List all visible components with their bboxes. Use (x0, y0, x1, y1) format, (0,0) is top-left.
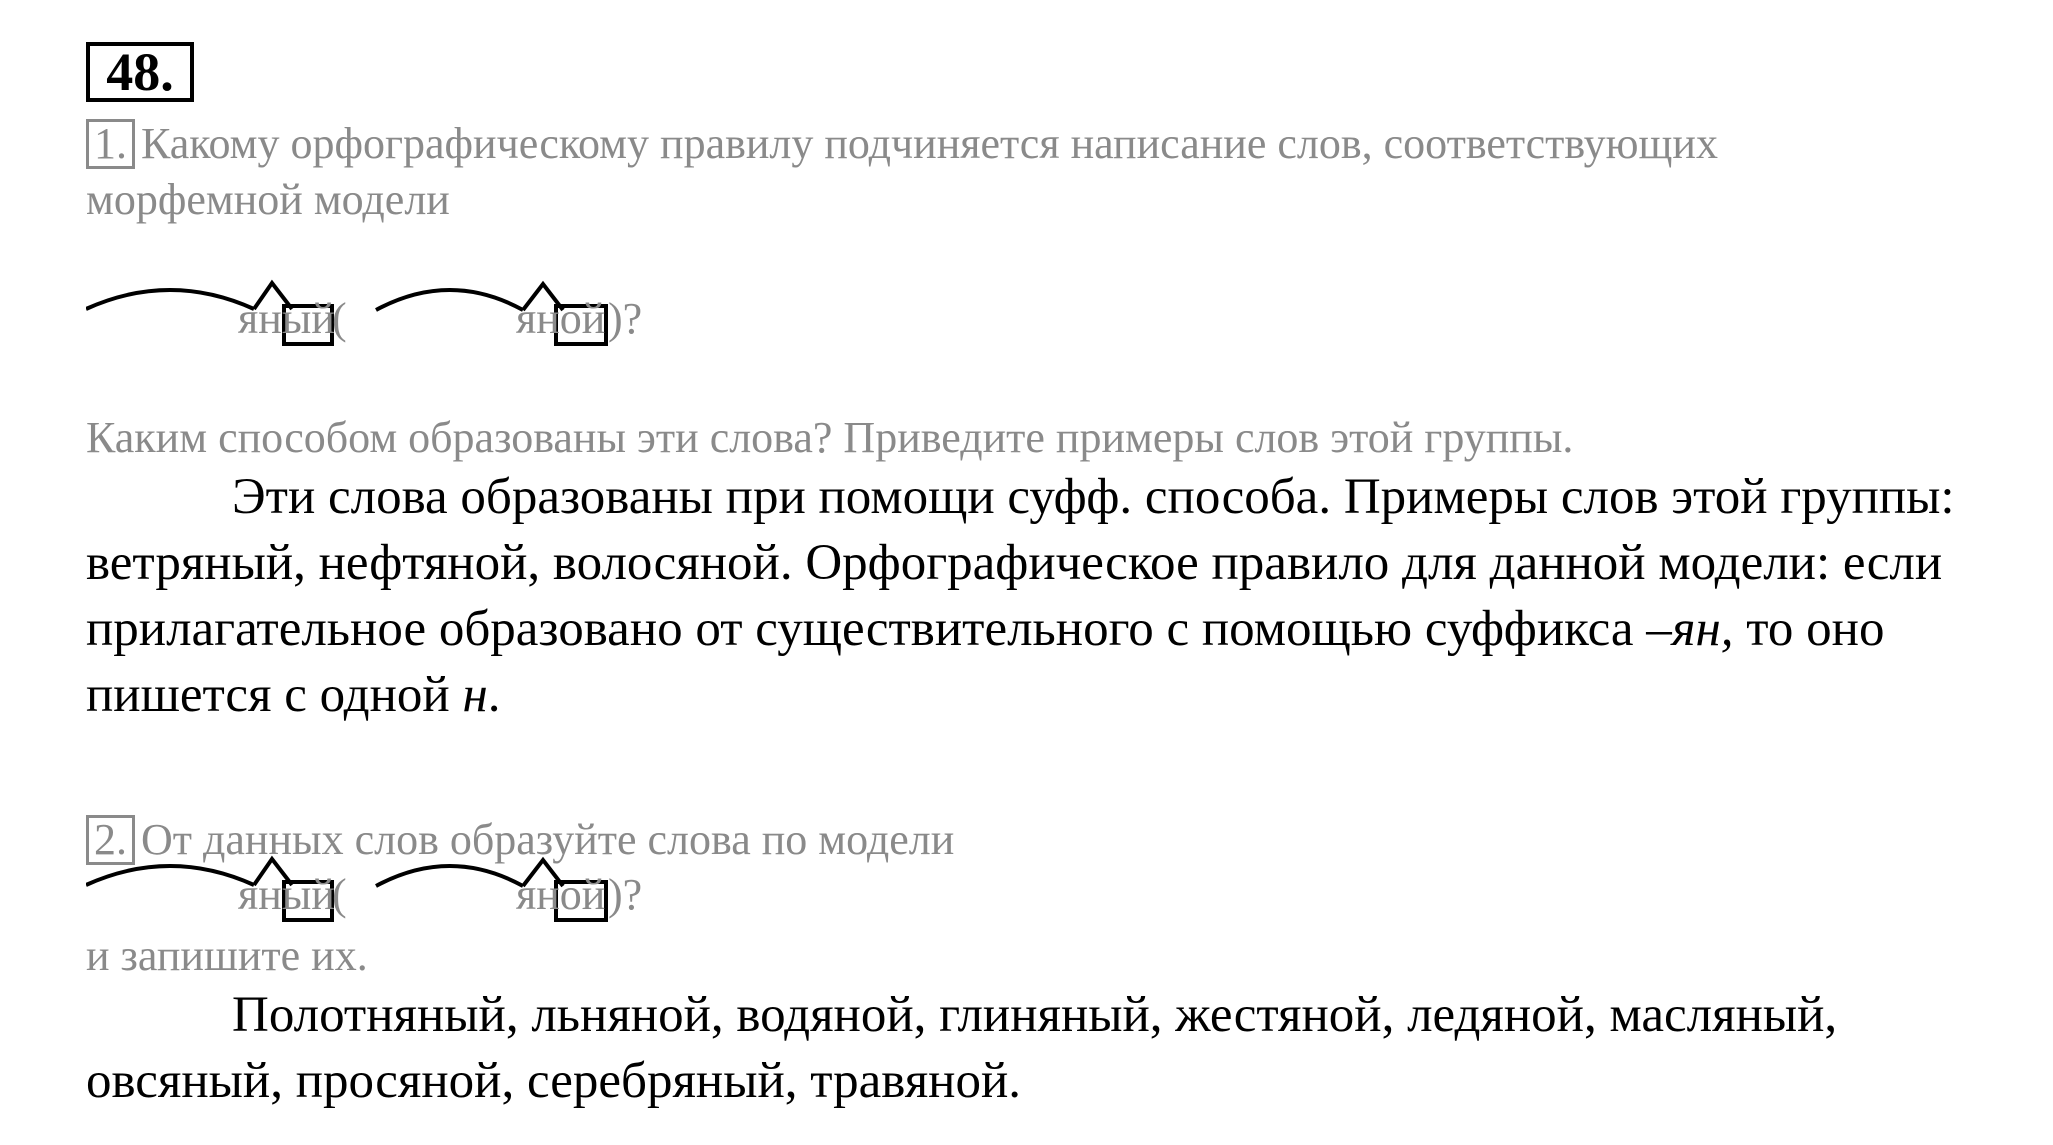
task1-question2: Каким способом образованы эти слова? Приведите примеры слов этой группы. (86, 413, 1574, 462)
task2-answer-text (86, 982, 1866, 1114)
answer1-part2: то оно пишется с одной (86, 601, 1885, 723)
answer1-end: . (487, 667, 501, 723)
answer1-suffix: –ян, (1646, 601, 1734, 657)
task1-question (86, 116, 1718, 172)
model2-close: )? (608, 870, 643, 919)
task1-answer-text (86, 464, 2016, 728)
answer1-part1: Эти слова образованы при помощи суфф. способа. Примеры слов этой группы: ветряный, нефтяной, волосяной. Орфографическое правило для данной модели: если прилагательное образовано от существительного с помощью суффикса (86, 469, 1955, 657)
answer2-words: Полотняный, льняной, водяной, глиняный, жестяной, ледяной, масляный, овсяный, просяной, серебряный, травяной. (86, 987, 1838, 1109)
model1-suffix-ending-2: яной (516, 294, 606, 343)
morpheme-model-1 (86, 276, 726, 356)
answer1-letter: н (462, 667, 488, 723)
task1-answer (86, 464, 2016, 728)
task2-number-box: 2. (86, 815, 135, 865)
task1-number-box: 1. (86, 119, 135, 169)
task1-question-line2: морфемной модели (86, 175, 450, 224)
model1-open-paren: ( (332, 294, 347, 343)
model1-suffix-ending-1: яный (238, 294, 335, 343)
task2-answer (86, 982, 1866, 1114)
exercise-number: 48. (86, 42, 194, 102)
model2-suffix-ending-2: яной (516, 870, 606, 919)
model1-close: )? (608, 294, 643, 343)
task2-question-text: От данных слов образуйте слова по модели (141, 815, 955, 864)
model2-open-paren: ( (332, 870, 347, 919)
task2-question-end: и запишите их. (86, 931, 368, 980)
model2-suffix-ending-1: яный (238, 870, 335, 919)
morpheme-model-2 (86, 852, 726, 932)
task1-question-line1: Какому орфографическому правилу подчиняется написание слов, соответствующих (141, 119, 1718, 168)
